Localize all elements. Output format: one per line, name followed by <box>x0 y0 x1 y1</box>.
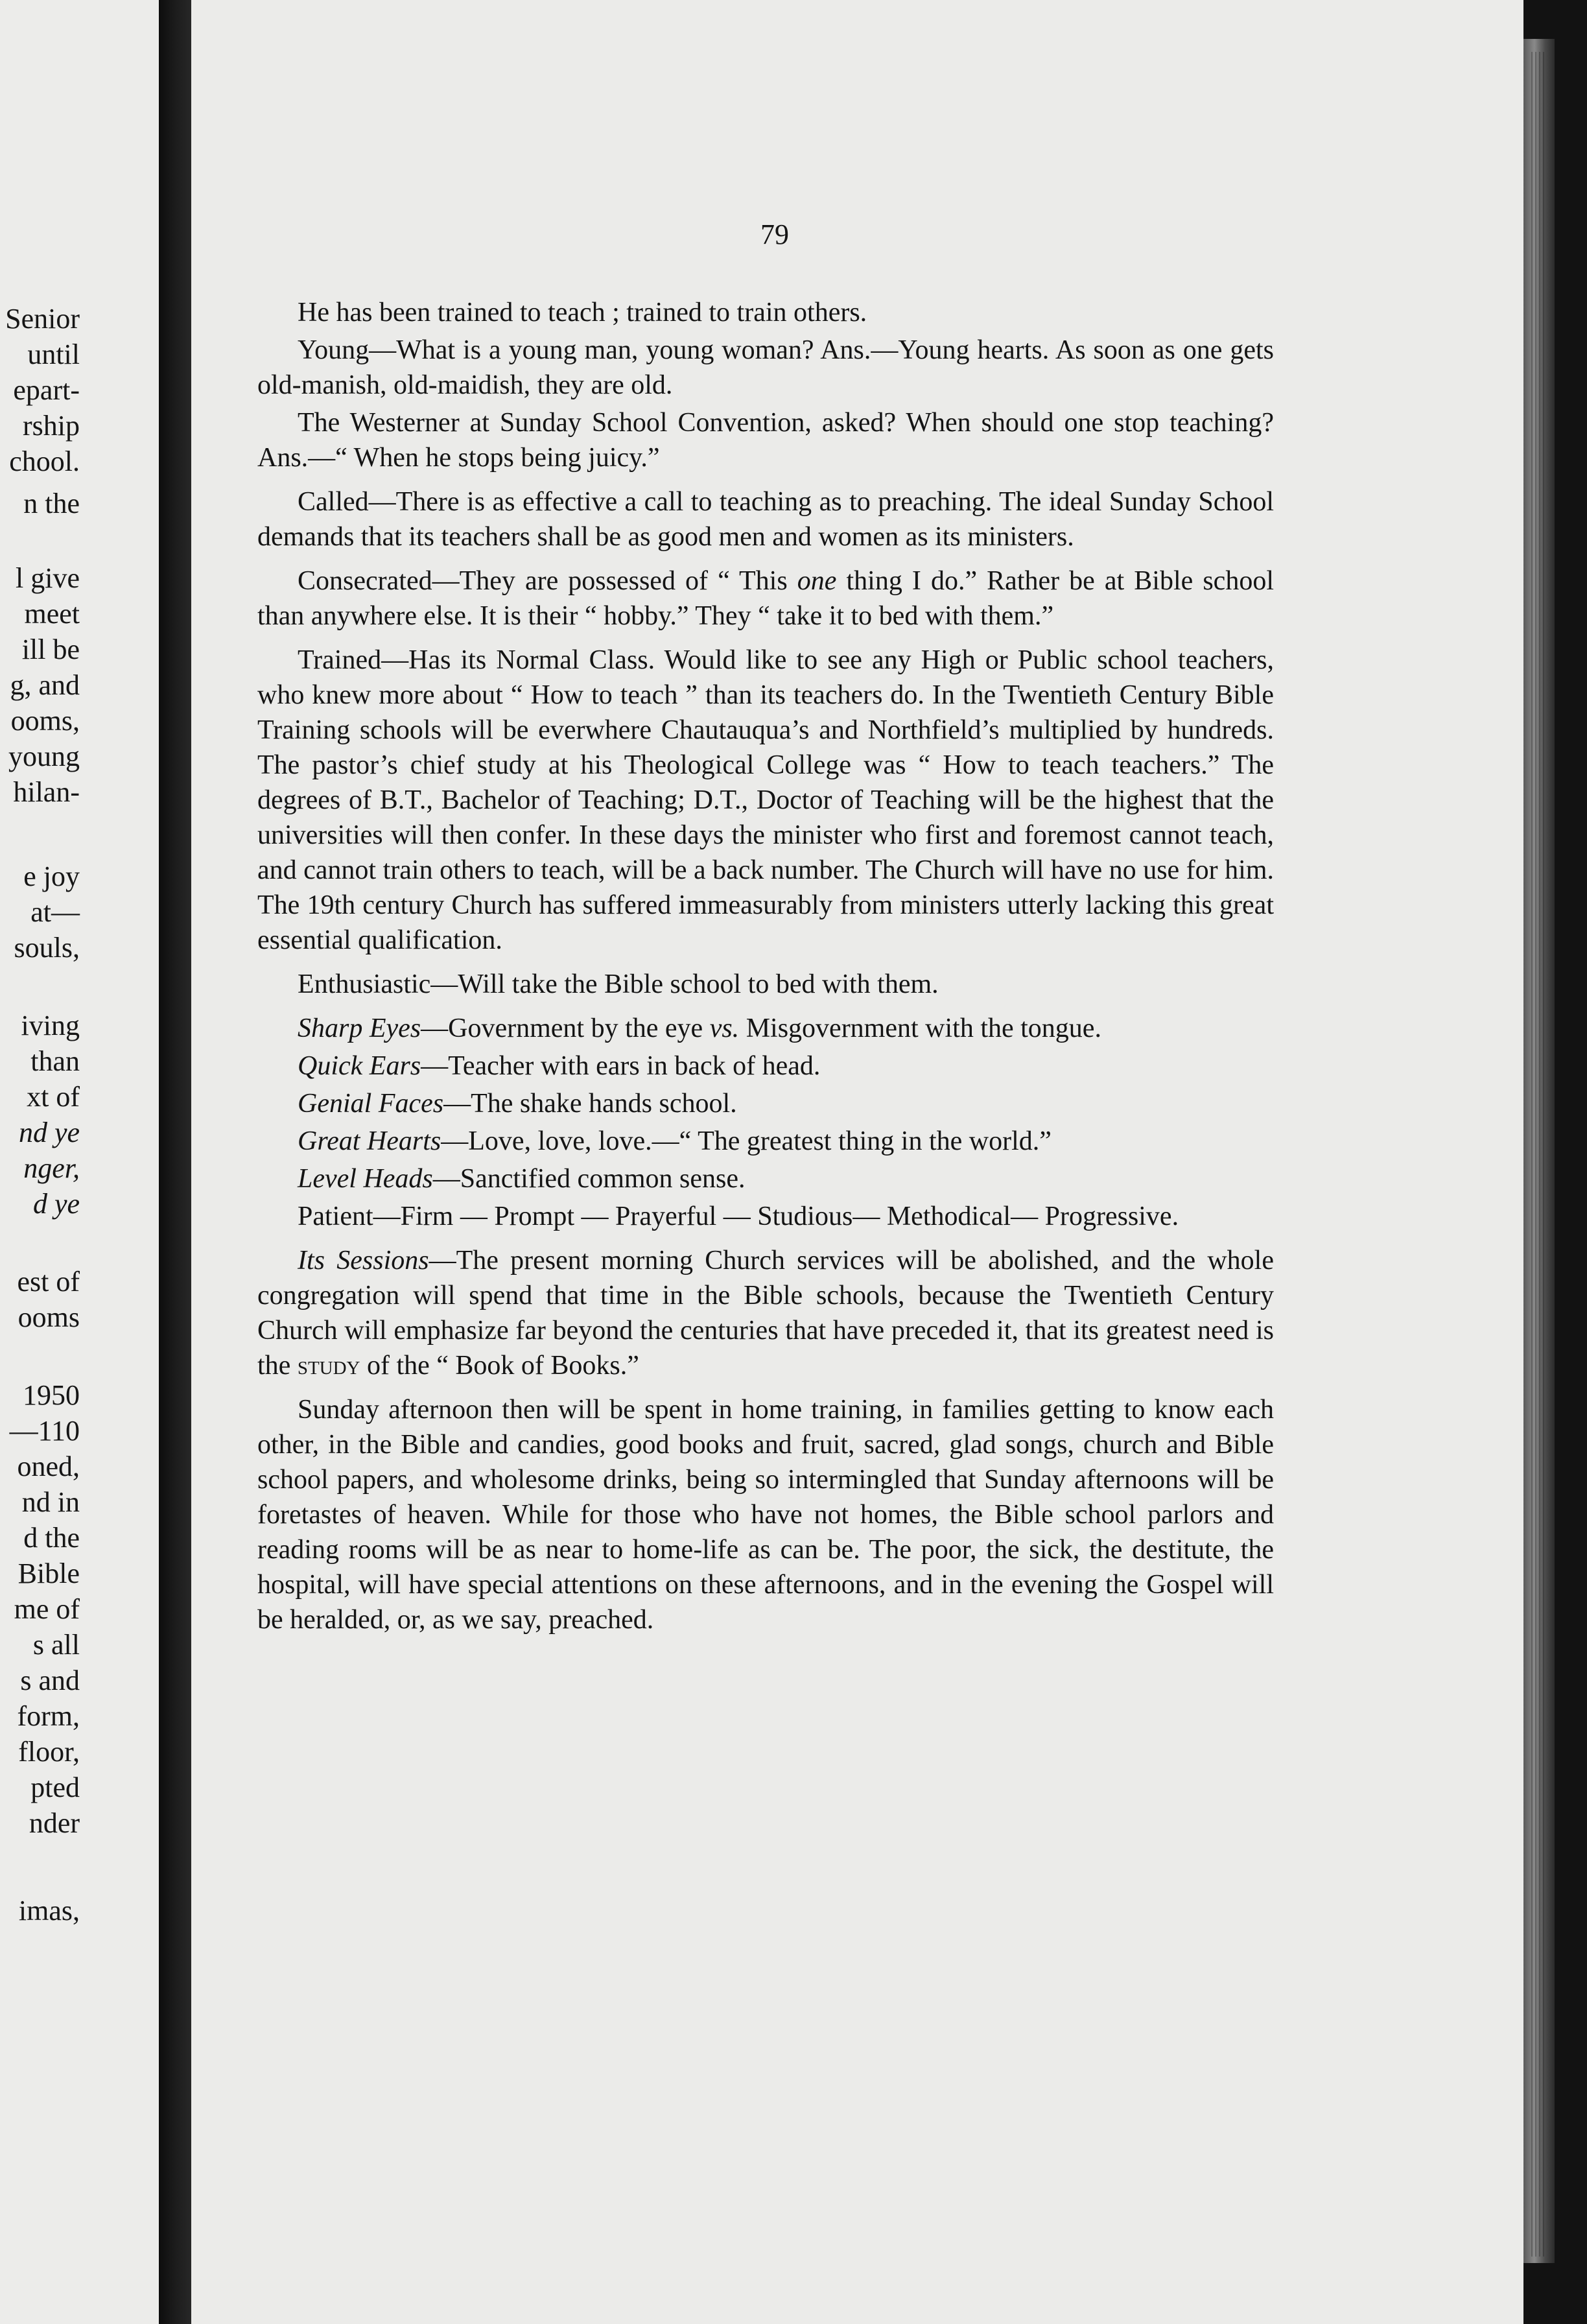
styled-text: Genial Faces <box>298 1089 444 1119</box>
left-page-text-fragment: ooms, <box>10 705 80 737</box>
text-run: —Love, love, love.—“ The greatest thing in the world.” <box>441 1126 1052 1156</box>
styled-text: study <box>297 1351 360 1381</box>
paragraph <box>257 1199 1274 1234</box>
left-page-text-fragment: nd in <box>21 1486 80 1518</box>
left-page-text-fragment: est of <box>17 1266 80 1298</box>
styled-text: Quick Ears <box>298 1051 421 1081</box>
left-page-text-fragment: at— <box>30 896 80 928</box>
text-run: —Government by the eye <box>421 1014 710 1043</box>
paragraph <box>257 295 1274 330</box>
left-page-text-fragment: Bible <box>18 1558 80 1589</box>
left-page-text-fragment: oned, <box>17 1451 80 1482</box>
left-page-text-fragment: nder <box>29 1807 80 1839</box>
paragraph <box>257 1086 1274 1121</box>
styled-text: Its Sessions <box>298 1246 429 1275</box>
left-page-text-fragment: —110 <box>9 1415 80 1447</box>
paragraph <box>257 967 1274 1002</box>
left-page-text-fragment: souls, <box>14 932 80 964</box>
left-page-text-fragment: pted <box>30 1772 80 1803</box>
left-page-text-fragment: floor, <box>18 1736 80 1768</box>
styled-text: Level Heads <box>298 1164 433 1194</box>
page-number: 79 <box>760 219 789 250</box>
left-page-text-fragment: chool. <box>9 445 80 477</box>
text-run: of the “ Book of Books.” <box>360 1351 639 1381</box>
text-run: Young—What is a young man, young woman? Ans.—Young hearts. As soon as one gets old-manish, old-maidish, they are old. <box>257 335 1274 400</box>
left-page-text-fragment: n the <box>23 488 80 519</box>
left-page-text-fragment: d the <box>23 1522 80 1554</box>
text-run: Enthusiastic—Will take the Bible school to bed with them. <box>298 969 939 999</box>
left-page-text-fragment: s and <box>20 1665 80 1696</box>
left-page-text-fragment: d ye <box>32 1188 80 1220</box>
left-page-text-fragment: iving <box>21 1010 80 1041</box>
paragraph <box>257 1161 1274 1196</box>
text-run: —The shake hands school. <box>443 1089 737 1119</box>
left-page-text-fragment: 1950 <box>23 1379 80 1411</box>
left-page-text-fragment: me of <box>14 1593 80 1625</box>
left-page-text-fragment: than <box>30 1045 80 1077</box>
text-run: —Teacher with ears in back of head. <box>421 1051 821 1081</box>
paragraph <box>257 1392 1274 1637</box>
left-page-text-fragment: ill be <box>21 634 80 665</box>
left-page-text-fragment: l give <box>16 562 80 594</box>
text-run: Trained—Has its Normal Class. Would like to see any High or Public school teachers, who knew more about “ How to teach ” than its teachers do. In the Twentieth Century Bible Training schools will be everwhere Chautauqua’s and Northfield’s multiplied by hundreds. The pastor’s chief study at his Theological College was “ How to teach teachers.” The degrees of B.T., Bachelor of Teaching; D.T., Doctor of Teaching will be the highest that the universities will then confer. In these days the minister who first and foremost cannot teach, and cannot train others to teach, will be a back number. The Church will have no use for him. The 19th century Church has suffered immeasurably from ministers utterly lacking this great essential qualification. <box>257 645 1274 955</box>
paragraph <box>257 1124 1274 1159</box>
left-page-text-fragment: until <box>27 338 80 370</box>
paragraph <box>257 484 1274 554</box>
text-run: Called—There is as effective a call to teaching as to preaching. The ideal Sunday School demands that its teachers shall be as good men and women as its ministers. <box>257 487 1274 552</box>
styled-text: vs. <box>709 1014 740 1043</box>
styled-text: Great Hearts <box>298 1126 441 1156</box>
left-page-text-fragment: meet <box>24 598 80 630</box>
styled-text: Sharp Eyes <box>298 1014 421 1043</box>
left-page-text-fragment: s all <box>32 1629 80 1661</box>
left-page-text-fragment: g, and <box>10 669 80 701</box>
body-text <box>257 295 1274 1640</box>
paragraph <box>257 1243 1274 1383</box>
text-run: —Sanctified common sense. <box>432 1164 746 1194</box>
text-run: Misgovernment with the tongue. <box>739 1014 1101 1043</box>
left-page-text-fragment: form, <box>17 1700 80 1732</box>
left-page-text-fragment: ooms <box>18 1301 80 1333</box>
left-page-text-fragment: nd ye <box>18 1117 80 1148</box>
left-page-text-fragment: e joy <box>23 860 80 892</box>
left-page-text-fragment: young <box>8 741 80 772</box>
book-gutter <box>159 0 191 2324</box>
text-run: Consecrated—They are possessed of “ This <box>298 566 797 596</box>
left-page-text-fragment: Senior <box>5 303 80 335</box>
text-run: The Westerner at Sunday School Convention, asked? When should one stop teaching? Ans.—“ When he stops being juicy.” <box>257 408 1274 473</box>
paragraph <box>257 405 1274 475</box>
text-run: Sunday afternoon then will be spent in home training, in families getting to know each other, in the Bible and candies, good books and fruit, sacred, glad songs, church and Bible school papers, and wholesome drinks, being so intermingled that Sunday afternoons will be foretastes of heaven. While for those who have not homes, the Bible school parlors and reading rooms will be as near to home-life as can be. The poor, the sick, the destitute, the hospital, will have special attentions on these afternoons, and in the evening the Gospel will be heralded, or, as we say, preached. <box>257 1395 1274 1635</box>
text-run: He has been trained to teach ; trained to train others. <box>298 298 867 327</box>
left-page-text-fragment: xt of <box>27 1081 80 1113</box>
text-run: Patient—Firm — Prompt — Prayerful — Studious— Methodical— Progressive. <box>298 1202 1179 1231</box>
paragraph <box>257 333 1274 403</box>
left-page-text-fragment: epart- <box>13 374 80 406</box>
left-page-text-fragment: nger, <box>23 1152 80 1184</box>
paragraph <box>257 643 1274 958</box>
left-page-text-fragment: imas, <box>18 1895 80 1927</box>
left-facing-page <box>0 0 159 2324</box>
paragraph <box>257 1049 1274 1084</box>
left-page-text-fragment: hilan- <box>13 776 80 808</box>
paragraph <box>257 563 1274 634</box>
left-page-text-fragment: rship <box>23 410 80 442</box>
paragraph <box>257 1011 1274 1046</box>
styled-text: one <box>797 566 837 596</box>
text-run: thing I do.” Rather be at Bible school than anywhere else. It is their “ hobby.” They “ take it to bed with them.” <box>257 566 1274 631</box>
text-run: —The present morning Church services will be abolished, and the whole congregation will spend that time in the Bible schools, because the Twentieth Century Church will emphasize far beyond the centuries that have preceded it, that its greatest need is the <box>257 1246 1274 1381</box>
page-edge-stack <box>1531 52 1546 2257</box>
